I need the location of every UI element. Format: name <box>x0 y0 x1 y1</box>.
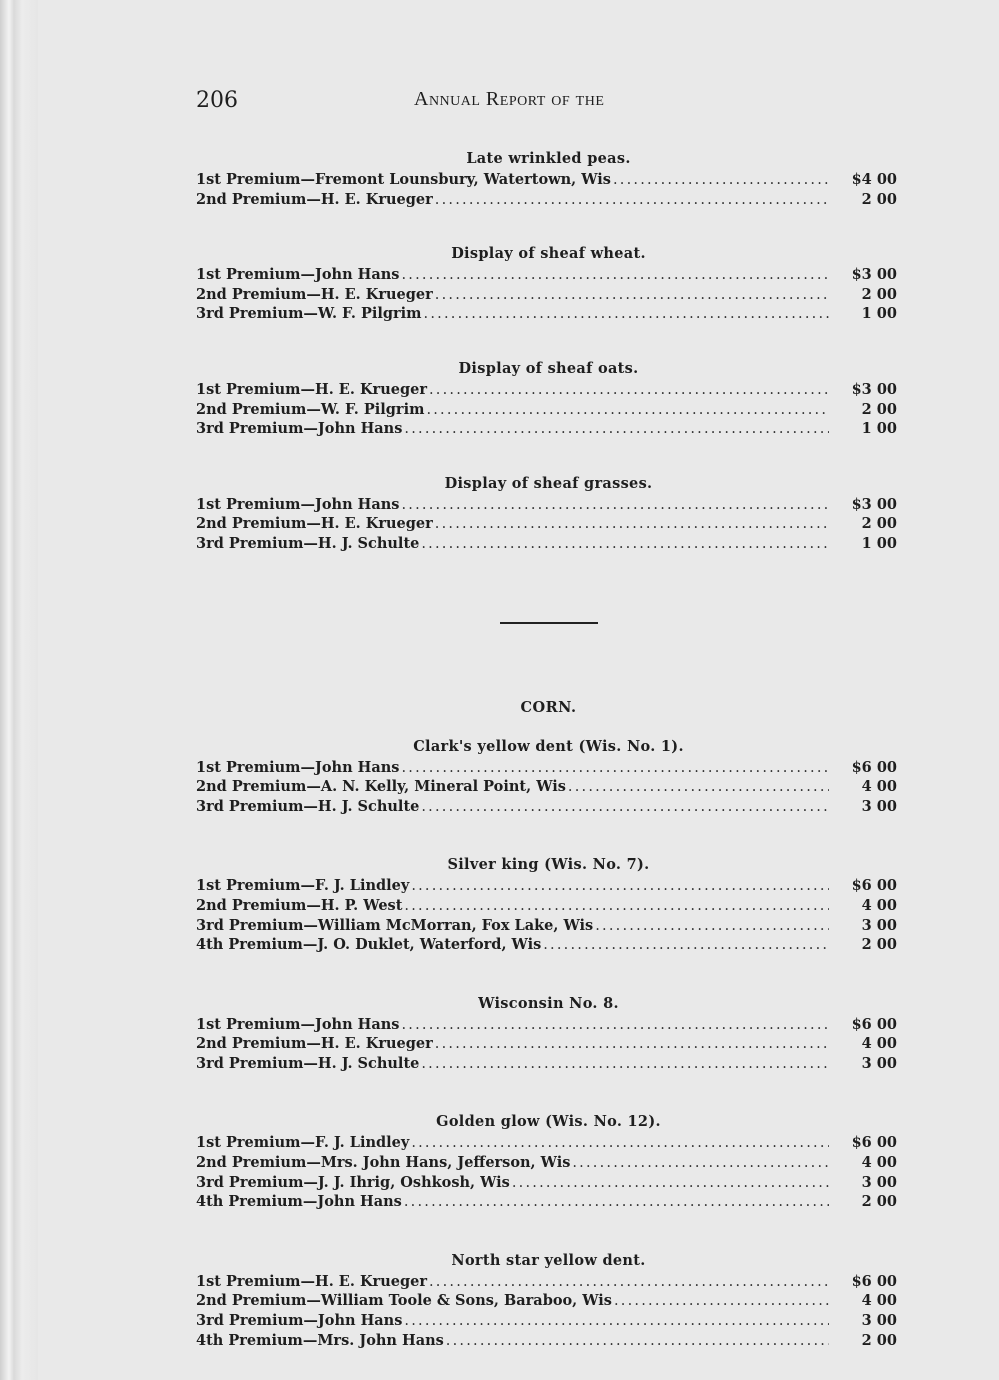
major-heading: CORN. <box>520 698 577 716</box>
dot-leader <box>429 381 829 401</box>
premium-row <box>196 758 901 778</box>
section-heading: Late wrinkled peas. <box>466 150 631 167</box>
premium-amount: 2 00 <box>861 1331 897 1349</box>
page-header <box>196 88 901 124</box>
premium-amount: 1 00 <box>861 420 897 438</box>
section-heading: Clark's yellow dent (Wis. No. 1). <box>413 737 684 755</box>
dot-leader <box>572 1154 829 1174</box>
premium-row <box>196 1173 901 1193</box>
premium-label: 2nd Premium—H. E. Krueger <box>196 1035 433 1053</box>
premium-label: 1st Premium—H. E. Krueger <box>196 380 427 398</box>
premium-label: 2nd Premium—H. E. Krueger <box>196 285 433 303</box>
premium-amount: $6 00 <box>851 758 897 776</box>
dot-leader <box>424 305 829 325</box>
premium-label: 1st Premium—F. J. Lindley <box>196 1134 410 1152</box>
premium-row <box>196 170 901 190</box>
section-divider <box>500 622 598 624</box>
premium-amount: 4 00 <box>861 1035 897 1053</box>
premium-amount: 3 00 <box>861 797 897 815</box>
dot-leader <box>429 1273 829 1293</box>
premium-label: 4th Premium—John Hans <box>196 1193 402 1211</box>
premium-label: 3rd Premium—John Hans <box>196 1312 403 1330</box>
dot-leader <box>435 191 829 211</box>
dot-leader <box>512 1174 829 1194</box>
premium-amount: 3 00 <box>861 1173 897 1191</box>
premium-amount: $6 00 <box>851 1134 897 1152</box>
premium-amount: 2 00 <box>861 285 897 303</box>
section-heading: Display of sheaf oats. <box>458 359 639 377</box>
premium-row <box>196 896 901 916</box>
dot-leader <box>421 1055 829 1075</box>
premium-amount: 3 00 <box>861 916 897 934</box>
premium-row <box>196 1034 901 1054</box>
dot-leader <box>435 1035 829 1055</box>
premium-amount: $3 00 <box>851 380 897 398</box>
premium-label: 1st Premium—John Hans <box>196 758 400 776</box>
premium-label: 3rd Premium—William McMorran, Fox Lake, Wis <box>196 916 594 934</box>
premium-label: 1st Premium—John Hans <box>196 266 400 284</box>
premium-row <box>196 400 901 420</box>
dot-leader <box>401 759 829 779</box>
premium-row <box>196 265 901 285</box>
premium-row <box>196 1311 901 1331</box>
premium-label: 4th Premium—J. O. Duklet, Waterford, Wis <box>196 936 542 954</box>
premium-label: 2nd Premium—W. F. Pilgrim <box>196 400 425 418</box>
premium-amount: $6 00 <box>851 1272 897 1290</box>
premium-section <box>196 473 901 554</box>
premium-label: 1st Premium—John Hans <box>196 495 400 513</box>
premium-row <box>196 797 901 817</box>
premium-label: 2nd Premium—A. N. Kelly, Mineral Point, Wis <box>196 778 566 796</box>
premium-amount: 3 00 <box>861 1312 897 1330</box>
premium-sections <box>196 148 901 554</box>
premium-amount: $6 00 <box>851 877 897 895</box>
premium-row <box>196 935 901 955</box>
premium-row <box>196 190 901 210</box>
dot-leader <box>404 1312 829 1332</box>
premium-section <box>196 854 901 954</box>
dot-leader <box>435 286 829 306</box>
premium-section <box>196 736 901 817</box>
premium-label: 2nd Premium—Mrs. John Hans, Jefferson, Wis <box>196 1154 571 1172</box>
premium-label: 3rd Premium—H. J. Schulte <box>196 1054 420 1072</box>
section-heading: Wisconsin No. 8. <box>478 994 619 1012</box>
section-heading: Golden glow (Wis. No. 12). <box>436 1113 661 1131</box>
premium-label: 1st Premium—F. J. Lindley <box>196 877 410 895</box>
premium-row <box>196 1331 901 1351</box>
premium-row <box>196 514 901 534</box>
section-heading: Silver king (Wis. No. 7). <box>447 856 650 874</box>
premium-row <box>196 534 901 554</box>
premium-label: 3rd Premium—H. J. Schulte <box>196 534 420 552</box>
premium-amount: 2 00 <box>861 1193 897 1211</box>
premium-section <box>196 358 901 439</box>
premium-row <box>196 304 901 324</box>
dot-leader <box>404 897 829 917</box>
premium-amount: 2 00 <box>861 400 897 418</box>
dot-leader <box>401 496 829 516</box>
premium-amount: $3 00 <box>851 266 897 284</box>
premium-label: 2nd Premium—H. E. Krueger <box>196 515 433 533</box>
premium-row <box>196 380 901 400</box>
premium-label: 1st Premium—John Hans <box>196 1015 400 1033</box>
corn-premium-sections <box>196 736 901 1351</box>
premium-amount: 4 00 <box>861 896 897 914</box>
premium-row <box>196 1272 901 1292</box>
section-heading: Display of sheaf grasses. <box>444 474 653 492</box>
dot-leader <box>404 1193 829 1213</box>
premium-section <box>196 993 901 1074</box>
premium-row <box>196 1054 901 1074</box>
premium-section <box>196 243 901 324</box>
premium-amount: 1 00 <box>861 305 897 323</box>
premium-row <box>196 419 901 439</box>
premium-amount: 4 00 <box>861 1292 897 1310</box>
dot-leader <box>411 877 829 897</box>
dot-leader <box>613 171 829 191</box>
premium-section <box>196 148 901 209</box>
dot-leader <box>614 1292 829 1312</box>
premium-amount: 2 00 <box>861 936 897 954</box>
premium-label: 1st Premium—Fremont Lounsbury, Watertown, Wis <box>196 171 611 188</box>
premium-row <box>196 876 901 896</box>
premium-row <box>196 285 901 305</box>
premium-amount: 4 00 <box>861 1154 897 1172</box>
premium-label: 1st Premium—H. E. Krueger <box>196 1272 427 1290</box>
dot-leader <box>543 936 829 956</box>
dot-leader <box>401 266 829 286</box>
premium-label: 2nd Premium—William Toole & Sons, Baraboo, Wis <box>196 1292 612 1310</box>
premium-row <box>196 777 901 797</box>
section-heading: Display of sheaf wheat. <box>451 245 646 263</box>
premium-amount: $4 00 <box>851 171 897 188</box>
premium-row <box>196 916 901 936</box>
running-head: Annual Report of the <box>414 88 605 110</box>
premium-row <box>196 1153 901 1173</box>
premium-label: 3rd Premium—John Hans <box>196 420 403 438</box>
dot-leader <box>568 778 829 798</box>
page-content <box>196 88 901 1350</box>
page-number: 206 <box>196 88 238 113</box>
premium-amount: 4 00 <box>861 778 897 796</box>
dot-leader <box>411 1134 829 1154</box>
premium-section <box>196 1250 901 1350</box>
section-heading: North star yellow dent. <box>451 1251 646 1269</box>
dot-leader <box>421 535 829 555</box>
dot-leader <box>401 1016 829 1036</box>
dot-leader <box>595 917 829 937</box>
premium-amount: $6 00 <box>851 1015 897 1033</box>
dot-leader <box>404 420 829 440</box>
premium-amount: 1 00 <box>861 534 897 552</box>
premium-label: 3rd Premium—W. F. Pilgrim <box>196 305 422 323</box>
premium-row <box>196 1291 901 1311</box>
page-edge <box>0 0 38 1380</box>
premium-row <box>196 495 901 515</box>
premium-section <box>196 1111 901 1211</box>
premium-row <box>196 1192 901 1212</box>
premium-label: 3rd Premium—J. J. Ihrig, Oshkosh, Wis <box>196 1173 510 1191</box>
premium-amount: 2 00 <box>861 515 897 533</box>
premium-amount: $3 00 <box>851 495 897 513</box>
dot-leader <box>446 1332 829 1352</box>
premium-amount: 2 00 <box>861 190 897 208</box>
premium-row <box>196 1133 901 1153</box>
dot-leader <box>426 401 829 421</box>
dot-leader <box>435 515 829 535</box>
premium-label: 4th Premium—Mrs. John Hans <box>196 1331 444 1349</box>
premium-label: 3rd Premium—H. J. Schulte <box>196 797 420 815</box>
dot-leader <box>421 798 829 818</box>
premium-amount: 3 00 <box>861 1054 897 1072</box>
premium-label: 2nd Premium—H. P. West <box>196 896 403 914</box>
premium-label: 2nd Premium—H. E. Krueger <box>196 190 433 208</box>
premium-row <box>196 1015 901 1035</box>
